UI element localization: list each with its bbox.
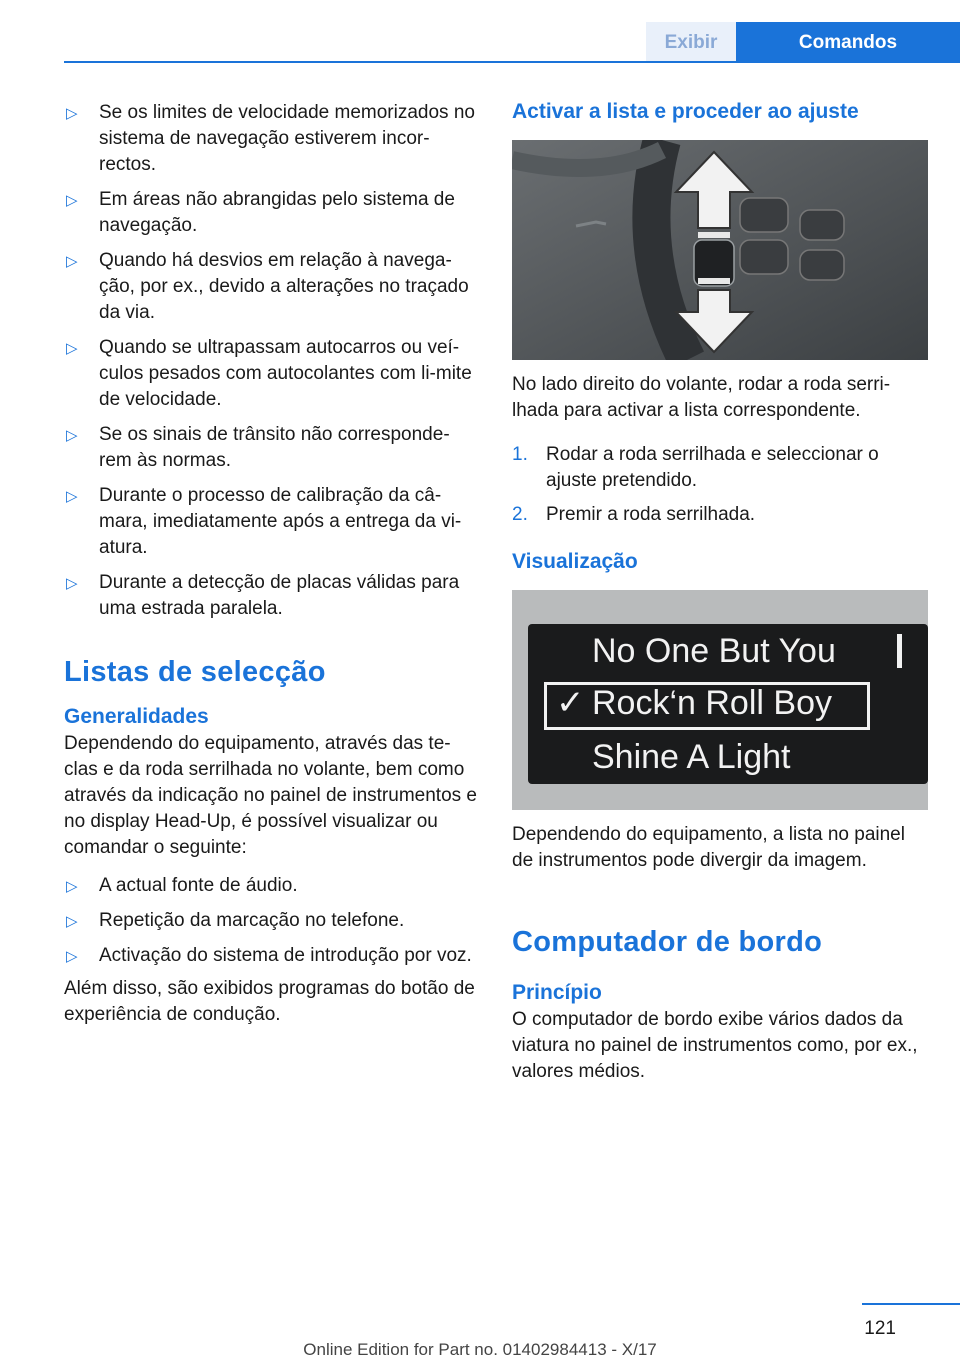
page-number: 121: [864, 1318, 896, 1339]
footer-divider: [862, 1303, 960, 1305]
subsection-title-principio: Princípio: [512, 981, 602, 1004]
list-item: [64, 483, 480, 561]
section-title-listas: Listas de selecção: [64, 656, 326, 688]
left-column: [64, 100, 480, 1028]
step-text: Premir a roda serrilhada.: [546, 504, 756, 525]
triangle-bullet-icon: ▷: [66, 427, 78, 444]
display-paragraph: Dependendo do equipamento, a lista no painel de instrumentos pode divergir da imagem.: [512, 824, 905, 871]
list-item-text: Se os sinais de trânsito não corresponde-rem às normas.: [99, 424, 450, 471]
activate-paragraph: No lado direito do volante, rodar a roda serri-lhada para activar a lista correspondente.: [512, 374, 891, 421]
triangle-bullet-icon: ▷: [66, 878, 78, 895]
tab-exibir-label: Exibir: [664, 31, 718, 53]
displayable-items-list: [64, 873, 480, 969]
triangle-bullet-icon: ▷: [66, 105, 78, 122]
limitations-list: [64, 100, 480, 622]
instrument-display-photo: [512, 590, 928, 810]
list-item-text: Durante a detecção de placas válidas para uma estrada paralela.: [99, 572, 460, 619]
triangle-bullet-icon: ▷: [66, 488, 78, 505]
list-item: [512, 502, 930, 528]
tab-comandos[interactable]: [736, 22, 960, 63]
step-number: 1.: [512, 444, 528, 465]
list-item: [64, 943, 480, 969]
activate-list-title: Activar a lista e proceder ao ajuste: [512, 100, 859, 123]
list-item: [64, 422, 480, 474]
list-item: [64, 873, 480, 899]
display-item-1: No One But You: [592, 632, 836, 670]
list-item: [64, 335, 480, 413]
triangle-bullet-icon: ▷: [66, 913, 78, 930]
display-item-3: Shine A Light: [592, 738, 791, 776]
subsection-title-generalidades: Generalidades: [64, 705, 209, 728]
step-text: Rodar a roda serrilhada e seleccionar o ajuste pretendido.: [546, 444, 879, 491]
step-number: 2.: [512, 504, 528, 525]
list-item: [64, 100, 480, 178]
steps-list: [512, 442, 930, 528]
list-item: [64, 570, 480, 622]
triangle-bullet-icon: ▷: [66, 192, 78, 209]
list-item: [64, 908, 480, 934]
principle-paragraph: O computador de bordo exibe vários dados da viatura no painel de instrumentos como, por ex., valores médios.: [512, 1009, 918, 1082]
header-divider: [64, 61, 960, 63]
list-item: [512, 442, 930, 494]
tab-comandos-label: Comandos: [798, 31, 898, 53]
list-item-text: A actual fonte de áudio.: [99, 875, 298, 896]
right-column: [512, 100, 930, 1085]
triangle-bullet-icon: ▷: [66, 340, 78, 357]
list-item-text: Em áreas não abrangidas pelo sistema de navegação.: [99, 189, 455, 236]
check-icon: ✓: [556, 684, 585, 722]
list-item-text: Activação do sistema de introdução por voz.: [99, 945, 472, 966]
closing-paragraph: Além disso, são exibidos programas do botão de experiência de condução.: [64, 978, 475, 1025]
list-item-text: Repetição da marcação no telefone.: [99, 910, 405, 931]
steering-wheel-illustration: [512, 140, 928, 360]
display-item-2: Rock‘n Roll Boy: [592, 684, 832, 722]
intro-paragraph: Dependendo do equipamento, através das te-clas e da roda serrilhada no volante, bem como através da indicação no painel de instrumentos e no display Head-Up, é possível visualizar ou comandar o seguinte:: [64, 733, 477, 858]
list-item-text: Durante o processo de calibração da câ-mara, imediatamente após a entrega da vi-atura.: [99, 485, 462, 558]
triangle-bullet-icon: ▷: [66, 575, 78, 592]
list-item: [64, 187, 480, 239]
list-item-text: Se os limites de velocidade memorizados no sistema de navegação estiverem incor-rectos.: [99, 102, 475, 175]
display-title: Visualização: [512, 550, 638, 573]
list-item: [64, 248, 480, 326]
edition-note: Online Edition for Part no. 01402984413 - X/17: [303, 1340, 657, 1359]
list-item-text: Quando há desvios em relação à navega-ção, por ex., devido a alterações no traçado da via.: [99, 250, 469, 323]
scrollbar-thumb: [897, 634, 902, 668]
section-title-computador: Computador de bordo: [512, 926, 823, 958]
list-item-text: Quando se ultrapassam autocarros ou veí-culos pesados com autocolantes com li-mite de velocidade.: [99, 337, 472, 410]
triangle-bullet-icon: ▷: [66, 948, 78, 965]
steering-wheel-photo: [512, 140, 928, 360]
tab-exibir[interactable]: [646, 22, 736, 63]
triangle-bullet-icon: ▷: [66, 253, 78, 270]
